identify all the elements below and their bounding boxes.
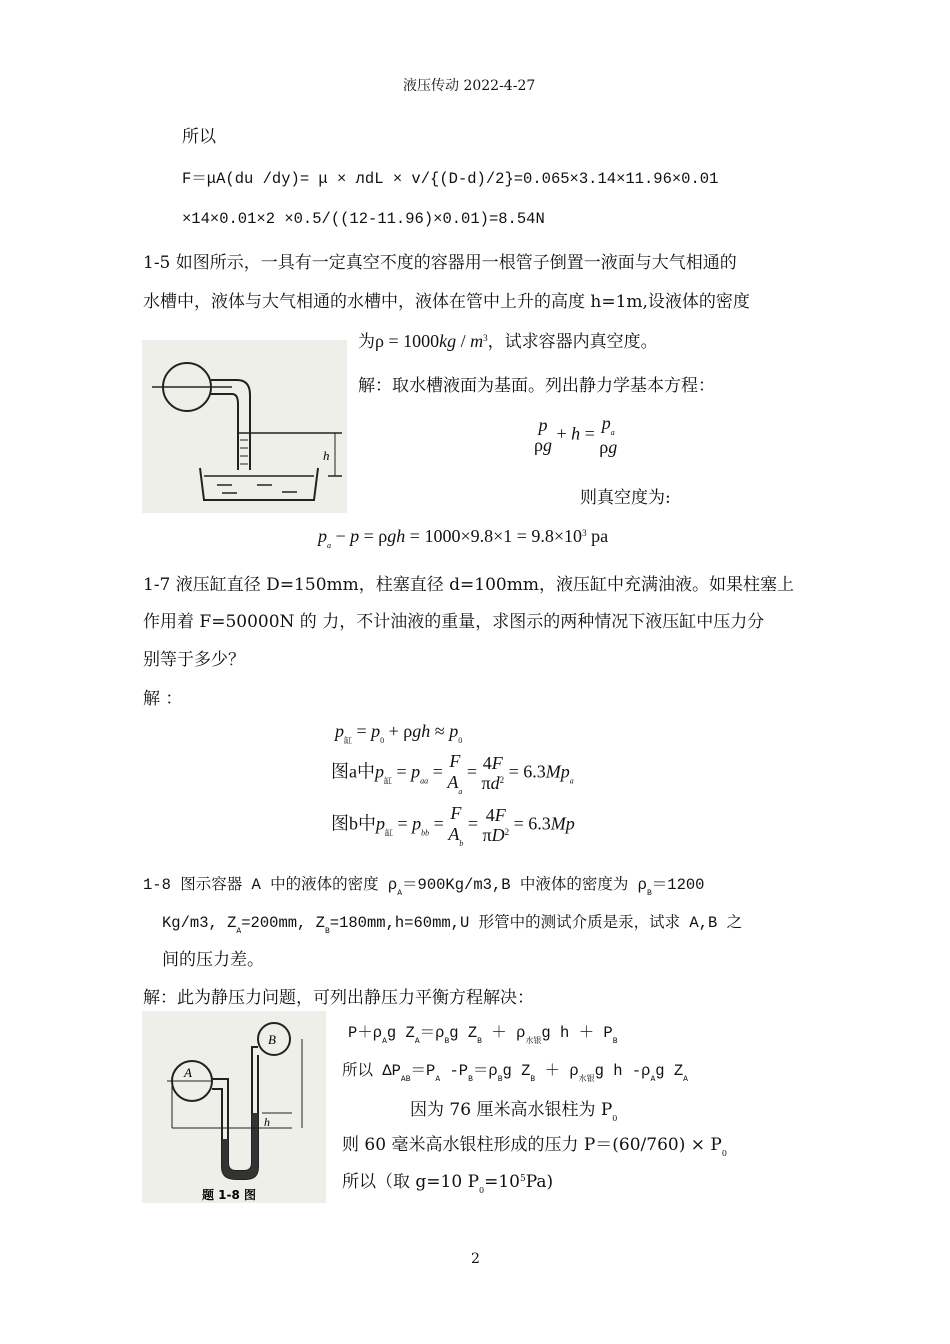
q17-solution-label: 解 ： (143, 689, 183, 709)
density-value: $\rho = 1000kg / m^3$ (375, 331, 488, 351)
q15-line3-suffix: ，试求容器内真空度。 (487, 332, 658, 352)
then-text: 则 60 毫米高水银柱形成的压力 P＝(60/760) × P (342, 1135, 722, 1155)
cylinder-subscript-2: 缸 (384, 776, 392, 786)
mercury-column-note: 因为 76 厘米高水银柱为 $P_0$ (410, 1100, 618, 1123)
vacuum-degree-label: 则真空度为: (580, 488, 671, 508)
mercury-60mm-pressure: 则 60 毫米高水银柱形成的压力 $P=(60/760) \times P_0$ (342, 1135, 727, 1158)
q18-line2: Kg/m3, $Z_A=200mm$, $Z_B=180mm,h=60mm,U$ 形管中的测试介质是汞，试求 A,B 之 (162, 914, 743, 936)
q18-solution-intro: 解：此为静压力问题，可列出静压力平衡方程解决： (143, 988, 534, 1008)
vacuum-result: $p_a - p = \rho gh = 1000\times 9.8\times 1 = 9.8\times 10^3$ pa (318, 526, 609, 550)
mercury-subscript-1: 水银 (525, 1037, 542, 1046)
page-header: 液压传动 2022-4-27 (403, 78, 536, 94)
q18-line1-a: 1-8 图示容器 A 中的液体的密度 ρ (143, 876, 398, 894)
fig18-label-b: B (268, 1032, 276, 1047)
fig-b-pressure-equation: 图b中$p_缸 = p_{bb}$ = F $A_b$ = 4F $\pi D^2$ = 6.3Mp (331, 803, 575, 848)
q17-line2: 作用着 F=50000N 的 力，不计油液的重量，求图示的两种情况下液压缸中压力分 (143, 612, 765, 632)
q15-solution-intro: 解：取水槽液面为基面。列出静力学基本方程： (358, 376, 715, 396)
figure-1-8 (142, 1011, 326, 1203)
viscous-force-formula-line1: F＝μA(du /dy)= μ × лdL × v/{(D-d)/2}=0.065×3.14×11.96×0.01 (182, 170, 719, 188)
q15-line2: 水槽中，液体与大气相通的水槽中，液体在管中上升的高度 h=1m,设液体的密度 (143, 292, 750, 312)
so-label: 所以 (182, 127, 216, 147)
q18-line1-b: ＝900Kg/m3,B 中液体的密度为 ρ (402, 876, 647, 894)
cylinder-subscript-1: 缸 (344, 736, 352, 745)
vacuum-container-diagram (142, 340, 347, 513)
q15-line3-prefix: 为 (358, 332, 375, 352)
viscous-force-formula-line2: ×14×0.01×2 ×0.5/((12-11.96)×0.01)=8.54N (182, 210, 545, 228)
static-balance-equation: $P+\rho_Ag$ $Z_A=\rho_Bg$ $Z_B + \rho_{水银}g$ $h + P_B$ (348, 1024, 618, 1046)
fig-a-label: 图a中 (331, 761, 375, 782)
q18-line1-c: ＝1200 (651, 876, 705, 894)
take-end: =10 (484, 1172, 520, 1192)
q18-line3: 间的压力差。 (162, 950, 264, 970)
q15-line3 (358, 327, 658, 352)
q18-line1: 1-8 图示容器 A 中的液体的密度 $\rho_A=900Kg/m3,B$ 中液体的密度为 $\rho_B=1200$ (143, 876, 705, 898)
fig15-h-label: h (323, 448, 330, 463)
pressure-difference-equation: 所以 $\Delta P_{AB}=P_A$ $-P_B=\rho_Bg$ $Z_B + \rho_{水银}g$ h $-\rho_Ag$ $Z_A$ (342, 1062, 688, 1084)
take-values-note: 所以（取 g=10 $P_0=10^5Pa$) (342, 1172, 554, 1195)
statics-equation: p ρg + h = $p_a$ ρg (534, 413, 618, 458)
q18-line2-a: Kg/m3, Z (162, 914, 237, 932)
fig18-caption: 题 1-8 图 (202, 1188, 257, 1202)
u-tube-manometer-diagram (142, 1011, 326, 1203)
q18-line2-c: =180mm,h=60mm,U 形管中的测试介质是汞，试求 A,B 之 (329, 914, 743, 932)
mercury-subscript-2: 水银 (578, 1075, 595, 1084)
q17-line1: 1-7 液压缸直径 D=150mm，柱塞直径 d=100mm，液压缸中充满油液。如果柱塞上 (143, 575, 794, 595)
cylinder-pressure-equation: $p_缸 = p_0 + \rho gh \approx p_0$ (335, 721, 463, 745)
take-text: 所以（取 g=10 P (342, 1172, 480, 1192)
q17-line3: 别等于多少？ (143, 650, 245, 670)
q18-line2-b: =200mm, Z (241, 914, 325, 932)
page-number: 2 (471, 1251, 480, 1267)
figure-1-5 (142, 340, 347, 513)
q15-line1: 1-5 如图所示，一具有一定真空不度的容器用一根管子倒置一液面与大气相通的 (143, 253, 737, 273)
cylinder-subscript-3: 缸 (385, 828, 393, 838)
so-label-18: 所以 (342, 1062, 374, 1080)
take-unit: Pa) (525, 1172, 554, 1192)
vacuum-unit: pa (591, 526, 609, 546)
fig18-label-a: A (184, 1065, 192, 1080)
because-text: 因为 76 厘米高水银柱为 P (410, 1100, 613, 1120)
fig18-label-h: h (264, 1115, 270, 1129)
fig-b-label: 图b中 (331, 813, 376, 834)
fig-a-pressure-equation: 图a中$p_缸 = p_{aa}$ = F $A_a$ = 4F $\pi d^2$ = $6.3Mp_a$ (331, 751, 574, 796)
